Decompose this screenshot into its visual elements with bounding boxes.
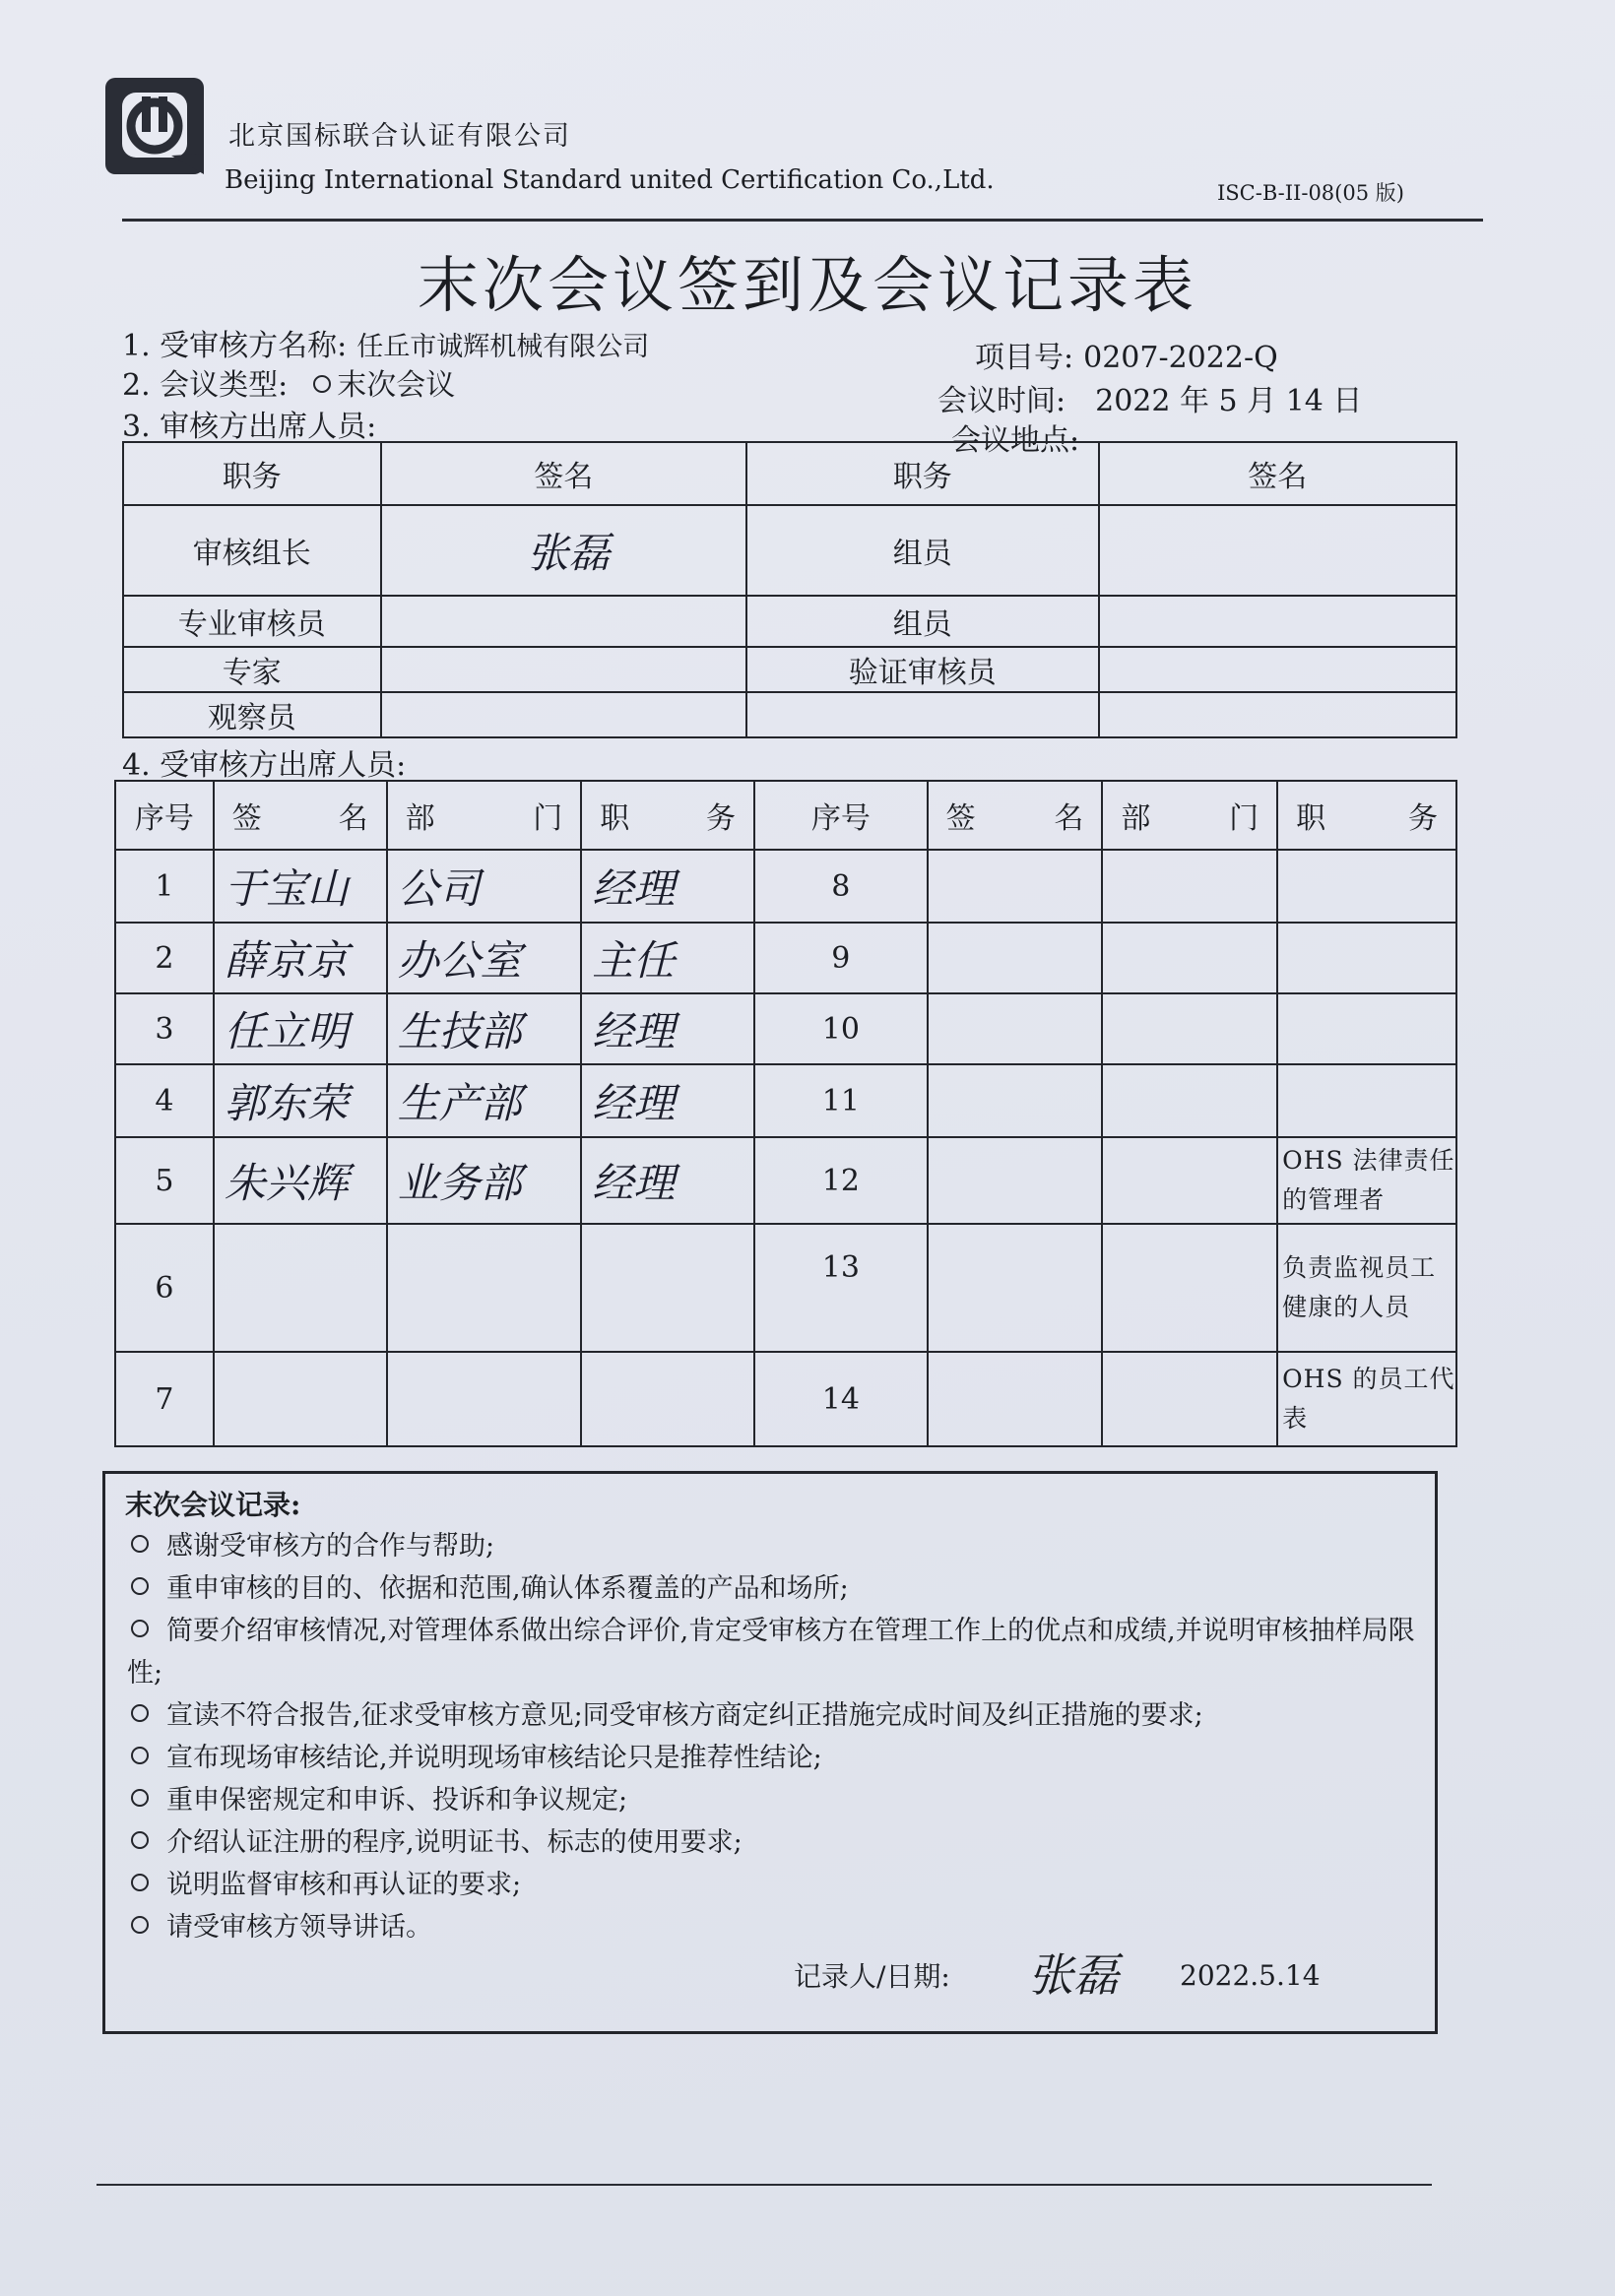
handwritten-signature: 朱兴辉	[214, 1137, 387, 1224]
position-cell	[581, 1352, 754, 1446]
auditee-table	[114, 780, 1457, 1447]
list-item: 感谢受审核方的合作与帮助;	[127, 1525, 1427, 1567]
handwritten-signature: 郭东荣	[214, 1064, 387, 1137]
signature-cell	[381, 596, 746, 647]
role-cell: 组员	[746, 596, 1098, 647]
signature-cell	[928, 850, 1103, 923]
table-row	[115, 850, 1456, 923]
minutes-list	[127, 1525, 1427, 1948]
circle-icon	[131, 1535, 149, 1553]
row-number: 12	[754, 1137, 928, 1224]
position-cell	[1277, 923, 1456, 993]
handwritten-position: 经理	[581, 993, 754, 1064]
company-name-cn: 北京国标联合认证有限公司	[228, 121, 571, 152]
row-number: 13	[754, 1224, 928, 1352]
row-number: 9	[754, 923, 928, 993]
signature-cell	[214, 1352, 387, 1446]
row-number: 10	[754, 993, 928, 1064]
footer-divider	[97, 2184, 1432, 2186]
table-row	[115, 993, 1456, 1064]
department-cell	[1102, 1352, 1277, 1446]
role-cell: 观察员	[123, 692, 381, 737]
position-cell	[1277, 850, 1456, 923]
list-item: 说明监督审核和再认证的要求;	[127, 1864, 1427, 1906]
signature-cell	[928, 1224, 1103, 1352]
department-cell	[1102, 1064, 1277, 1137]
row-number: 2	[115, 923, 214, 993]
col-header: 签 名	[214, 781, 387, 850]
col-header: 职 务	[1277, 781, 1456, 850]
signature-cell	[214, 1224, 387, 1352]
row-number: 3	[115, 993, 214, 1064]
record-date: 2022.5.14	[1180, 1959, 1321, 1992]
signature-cell	[1099, 505, 1456, 596]
signature-cell	[1099, 647, 1456, 692]
handwritten-department: 办公室	[387, 923, 582, 993]
department-cell	[1102, 850, 1277, 923]
list-item: 请受审核方领导讲话。	[127, 1906, 1427, 1948]
handwritten-position: 经理	[581, 850, 754, 923]
table-row	[115, 923, 1456, 993]
document-code: ISC-B-II-08(05 版)	[1217, 181, 1404, 205]
handwritten-signature: 张磊	[381, 505, 746, 596]
department-cell	[387, 1224, 582, 1352]
meeting-minutes-box	[102, 1471, 1438, 2034]
signature-cell	[928, 1352, 1103, 1446]
company-name-en: Beijing International Standard united Certification Co.,Ltd.	[225, 165, 995, 195]
row-number: 8	[754, 850, 928, 923]
list-item: 介绍认证注册的程序,说明证书、标志的使用要求;	[127, 1821, 1427, 1864]
circle-icon	[313, 375, 331, 393]
signature-cell	[381, 692, 746, 737]
list-item: 宣读不符合报告,征求受审核方意见;同受审核方商定纠正措施完成时间及纠正措施的要求;	[127, 1694, 1427, 1737]
row-number: 7	[115, 1352, 214, 1446]
department-cell	[1102, 1137, 1277, 1224]
row-number: 4	[115, 1064, 214, 1137]
handwritten-signature: 任立明	[214, 993, 387, 1064]
col-header: 签名	[381, 442, 746, 505]
col-header: 签名	[1099, 442, 1456, 505]
circle-icon	[131, 1704, 149, 1722]
meeting-location-field: 会议地点:	[951, 423, 1080, 458]
signature-cell	[928, 923, 1103, 993]
list-item: 简要介绍审核情况,对管理体系做出综合评价,肯定受审核方在管理工作上的优点和成绩,并说明审核抽样局限性;	[127, 1616, 1415, 1689]
position-cell	[581, 1224, 754, 1352]
col-header: 职 务	[581, 781, 754, 850]
role-cell: 组员	[746, 505, 1098, 596]
list-item: 宣布现场审核结论,并说明现场审核结论只是推荐性结论;	[127, 1737, 1427, 1779]
role-cell	[746, 692, 1098, 737]
project-number-field: 项目号: 0207-2022-Q	[975, 341, 1278, 375]
handwritten-signature: 张磊	[1028, 1948, 1119, 2002]
row-number: 6	[115, 1224, 214, 1352]
minutes-heading: 末次会议记录:	[125, 1489, 301, 1521]
page-title: 末次会议签到及会议记录表	[417, 249, 1197, 321]
header-divider	[122, 219, 1483, 222]
signature-cell	[928, 1137, 1103, 1224]
list-item: 重申保密规定和申诉、投诉和争议规定;	[127, 1779, 1427, 1821]
department-cell	[1102, 923, 1277, 993]
table-row	[115, 1137, 1456, 1224]
handwritten-department: 公司	[387, 850, 582, 923]
role-cell: 专家	[123, 647, 381, 692]
handwritten-department: 业务部	[387, 1137, 582, 1224]
signature-cell	[1099, 692, 1456, 737]
circle-icon	[131, 1831, 149, 1849]
col-header: 序号	[754, 781, 928, 850]
handwritten-signature: 于宝山	[214, 850, 387, 923]
signature-cell	[1099, 596, 1456, 647]
handwritten-position: 经理	[581, 1137, 754, 1224]
department-cell	[387, 1352, 582, 1446]
table-row	[115, 1064, 1456, 1137]
col-header: 签 名	[928, 781, 1103, 850]
handwritten-position: 经理	[581, 1064, 754, 1137]
row-number: 11	[754, 1064, 928, 1137]
col-header: 部 门	[1102, 781, 1277, 850]
signature-cell	[928, 993, 1103, 1064]
table-row	[115, 1352, 1456, 1446]
position-cell: OHS 法律责任的管理者	[1277, 1137, 1456, 1224]
role-cell: 专业审核员	[123, 596, 381, 647]
position-cell	[1277, 993, 1456, 1064]
meeting-type-field: 2. 会议类型: 末次会议	[122, 368, 456, 403]
auditee-attendees-heading: 4. 受审核方出席人员:	[122, 748, 407, 783]
signature-cell	[381, 647, 746, 692]
table-row	[115, 1224, 1456, 1352]
circle-icon	[131, 1620, 149, 1637]
signature-cell	[928, 1064, 1103, 1137]
col-header: 序号	[115, 781, 214, 850]
handwritten-position: 主任	[581, 923, 754, 993]
handwritten-department: 生技部	[387, 993, 582, 1064]
handwritten-department: 生产部	[387, 1064, 582, 1137]
list-item: 重申审核的目的、依据和范围,确认体系覆盖的产品和场所;	[127, 1567, 1427, 1610]
row-number: 1	[115, 850, 214, 923]
role-cell: 审核组长	[123, 505, 381, 596]
department-cell	[1102, 993, 1277, 1064]
circle-icon	[131, 1916, 149, 1934]
row-number: 14	[754, 1352, 928, 1446]
col-header: 职务	[746, 442, 1098, 505]
department-cell	[1102, 1224, 1277, 1352]
col-header: 部 门	[387, 781, 582, 850]
circle-icon	[131, 1577, 149, 1595]
position-cell: 负责监视员工健康的人员	[1277, 1224, 1456, 1352]
circle-icon	[131, 1789, 149, 1807]
recorder-date-label: 记录人/日期:	[794, 1960, 950, 1993]
role-cell: 验证审核员	[746, 647, 1098, 692]
auditee-name-field: 1. 受审核方名称: 任丘市诚辉机械有限公司	[122, 329, 650, 363]
col-header: 职务	[123, 442, 381, 505]
meeting-time-field: 会议时间: 2022 年 5 月 14 日	[937, 384, 1363, 418]
company-logo	[102, 75, 207, 177]
circle-icon	[131, 1874, 149, 1891]
handwritten-signature: 薛京京	[214, 923, 387, 993]
position-cell: OHS 的员工代表	[1277, 1352, 1456, 1446]
circle-icon	[131, 1747, 149, 1764]
auditor-table	[122, 441, 1457, 738]
row-number: 5	[115, 1137, 214, 1224]
auditor-attendees-heading: 3. 审核方出席人员:	[122, 410, 377, 444]
position-cell	[1277, 1064, 1456, 1137]
